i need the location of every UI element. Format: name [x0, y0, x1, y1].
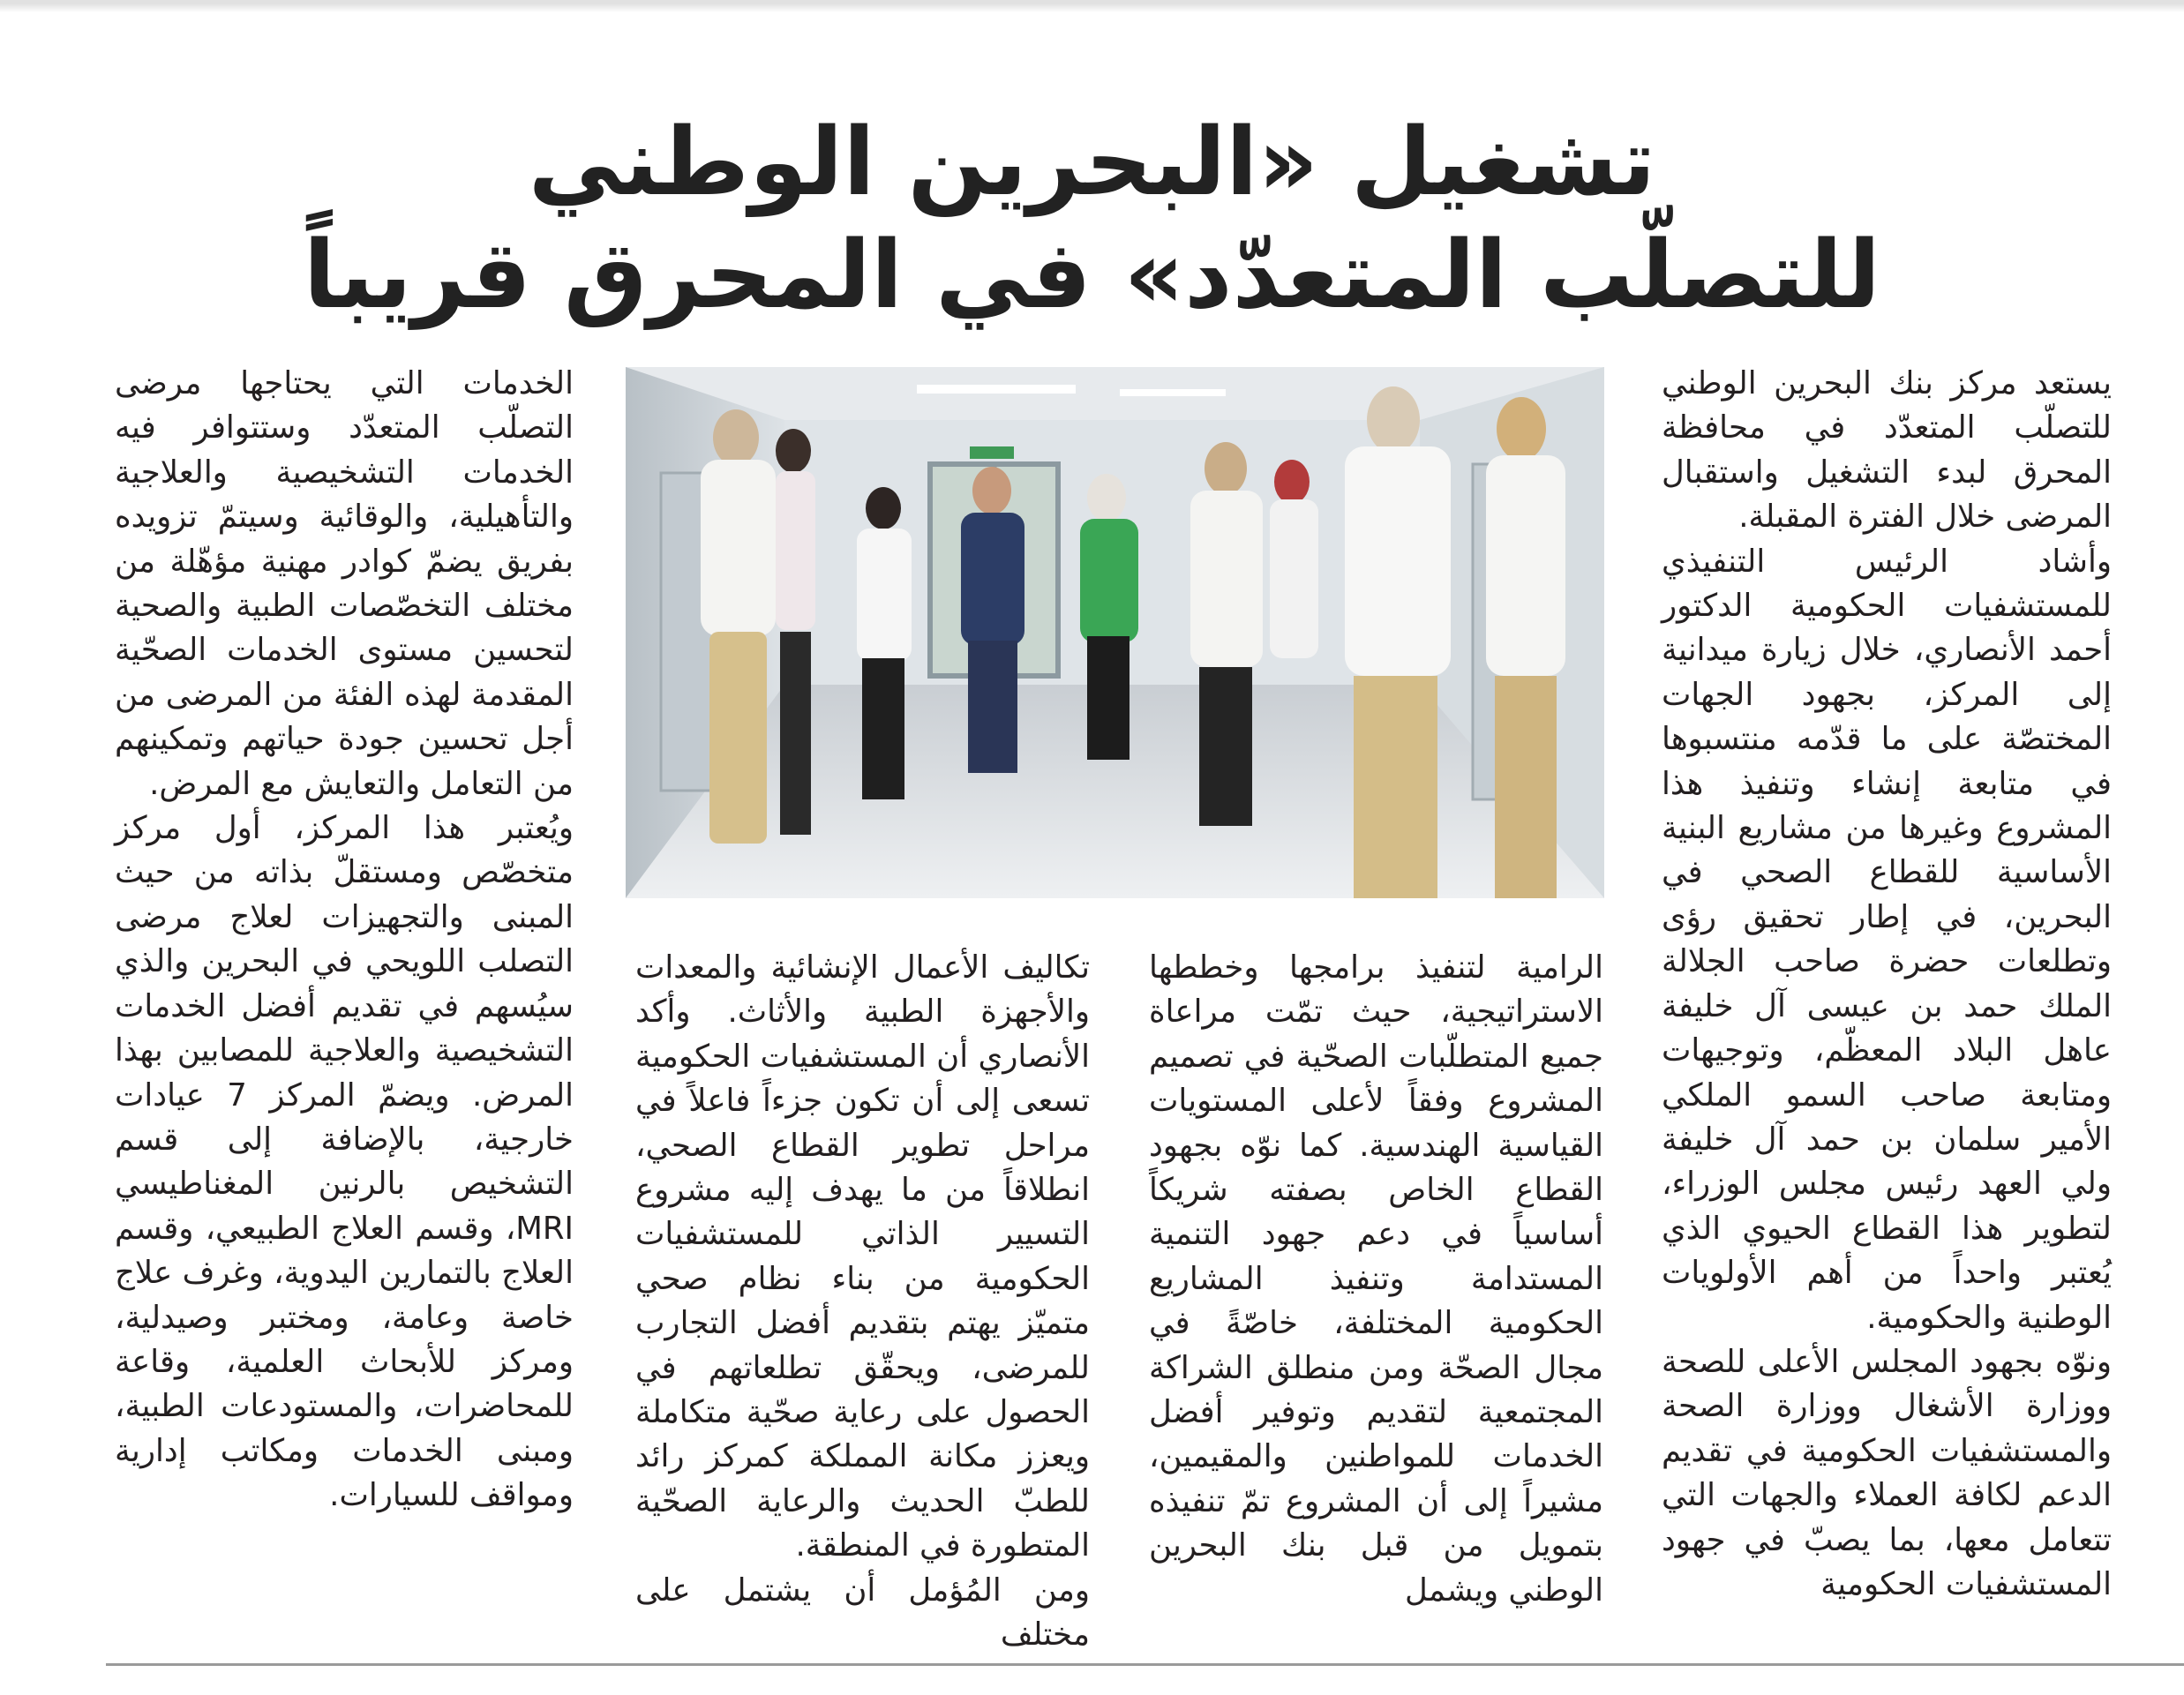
- bottom-rule: [106, 1663, 2184, 1666]
- headline-line-1: تشغيل «البحرين الوطني: [528, 108, 1656, 216]
- article-headline: [282, 106, 1902, 332]
- column-3-paragraph-1: تكاليف الأعمال الإنشائية والمعدات والأجهزة الطبية والأثاث. وأكد الأنصاري أن المستشفيات الحكومية تسعى إلى أن تكون جزءاً فاعلاً في مراحل تطوير القطاع الصحي، انطلاقاً من ما يهدف إليه مشروع التسيير الذاتي للمستشفيات الحكومية من بناء نظام صحي متميّز يهتم بتقديم أفضل التجارب للمرضى، ويحقّق تطلعاتهم في الحصول على رعاية صحّية متكاملة ويعزز مكانة المملكة كمركز رائد للطبّ الحديث والرعاية الصحّية المتطورة في المنطقة.: [635, 949, 1090, 1564]
- column-2-paragraph-1: الرامية لتنفيذ برامجها وخططها الاستراتيجية، حيث تمّت مراعاة جميع المتطلّبات الصحّية في تصميم المشروع وفقاً لأعلى المستويات القياسية الهندسية. كما نوّه بجهود القطاع الخاص بصفته شريكاً أساسياً في دعم جهود التنمية المستدامة وتنفيذ المشاريع الحكومية المختلفة، خاصّةً في مجال الصحّة ومن منطلق الشراكة المجتمعية لتقديم وتوفير أفضل الخدمات للمواطنين والمقيمين، مشيراً إلى أن المشروع تمّ تنفيذه بتمويل من قبل بنك البحرين الوطني ويشمل: [1149, 949, 1603, 1609]
- column-3: [635, 946, 1090, 1658]
- article-photo: [626, 367, 1604, 898]
- column-2: [1149, 946, 1603, 1613]
- column-1-paragraph-1: يستعد مركز بنك البحرين الوطني للتصلّب المتعدّد في محافظة المحرق لبدء التشغيل واستقبال المرضى خلال الفترة المقبلة.: [1662, 365, 2112, 536]
- column-1: [1662, 362, 2112, 1607]
- column-4-paragraph-1: الخدمات التي يحتاجها مرضى التصلّب المتعدّد وستتوافر فيه الخدمات التشخيصية والعلاجية والتأهيلية، والوقائية وسيتمّ تزويده بفريق يضمّ كوادر مهنية مؤهّلة من مختلف التخصّصات الطبية والصحية لتحسين مستوى الخدمات الصحّية المقدمة لهذه الفئة من المرضى من أجل تحسين جودة حياتهم وتمكينهم من التعامل والتعايش مع المرض.: [115, 365, 574, 802]
- column-3-paragraph-2: ومن المُؤمل أن يشتمل على مختلف: [635, 1571, 1090, 1654]
- column-1-paragraph-2: وأشاد الرئيس التنفيذي للمستشفيات الحكومية الدكتور أحمد الأنصاري، خلال زيارة ميدانية إلى المركز، بجهود الجهات المختصّة على ما قدّمه منتسبوها في متابعة إنشاء وتنفيذ هذا المشروع وغيرها من مشاريع البنية الأساسية للقطاع الصحي في البحرين، في إطار تحقيق رؤى وتطلعات حضرة صاحب الجلالة الملك حمد بن عيسى آل خليفة عاهل البلاد المعظّم، وتوجيهات ومتابعة صاحب السمو الملكي الأمير سلمان بن حمد آل خليفة ولي العهد رئيس مجلس الوزراء، لتطوير هذا القطاع الحيوي الذي يُعتبر واحداً من أهم الأولويات الوطنية والحكومية.: [1662, 543, 2112, 1336]
- hospital-corridor-photo: [626, 367, 1604, 898]
- column-4: [115, 362, 574, 1519]
- column-4-paragraph-2: ويُعتبر هذا المركز، أول مركز متخصّص ومستقلّ بذاته من حيث المبنى والتجهيزات لعلاج مرضى التصلب اللويحي في البحرين والذي سيُسهم في تقديم أفضل الخدمات التشخيصية والعلاجية للمصابين بهذا المرض. ويضمّ المركز 7 عيادات خارجية، بالإضافة إلى قسم التشخيص بالرنين المغناطيسي MRI، وقسم العلاج الطبيعي، وقسم العلاج بالتمارين اليدوية، وغرف علاج خاصة وعامة، ومختبر وصيدلية، ومركز للأبحاث العلمية، وقاعة للمحاضرات، والمستودعات الطبية، ومبنى الخدمات ومكاتب إدارية ومواقف للسيارات.: [115, 810, 574, 1514]
- top-page-strip: [0, 0, 2184, 12]
- headline-line-2: للتصلّب المتعدّد» في المحرق قريباً: [303, 221, 1881, 329]
- column-1-paragraph-3: ونوّه بجهود المجلس الأعلى للصحة ووزارة الأشغال ووزارة الصحة والمستشفيات الحكومية في تقديم الدعم لكافة العملاء والجهات التي تتعامل معها، بما يصبّ في جهود المستشفيات الحكومية: [1662, 1343, 2112, 1602]
